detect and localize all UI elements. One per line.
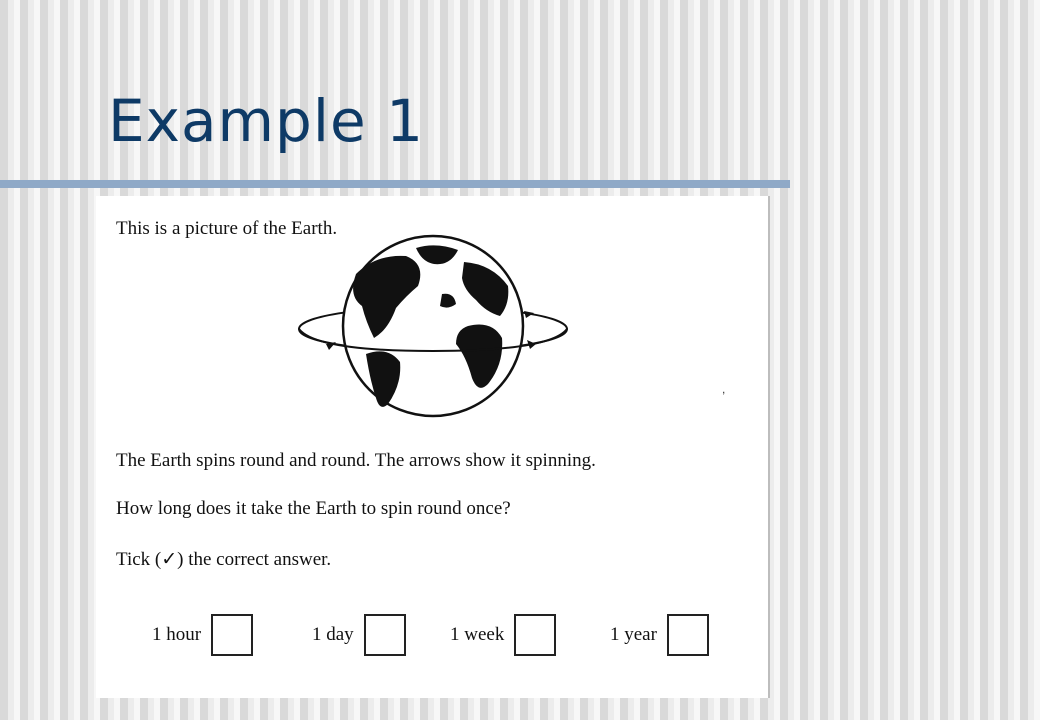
question-instruction: Tick (✓) the correct answer.: [116, 549, 332, 570]
title-divider: [0, 180, 790, 188]
checkbox-1-day[interactable]: [364, 614, 406, 656]
answer-option-1-year[interactable]: [610, 614, 709, 656]
stray-mark: ,: [722, 382, 726, 396]
checkbox-1-hour[interactable]: [211, 614, 253, 656]
answer-option-1-hour[interactable]: [152, 614, 253, 656]
question-intro: This is a picture of the Earth.: [116, 218, 338, 239]
option-label: 1 hour: [152, 624, 202, 645]
checkbox-1-year[interactable]: [667, 614, 709, 656]
option-label: 1 year: [610, 624, 657, 645]
question-prompt: How long does it take the Earth to spin round once?: [116, 498, 511, 519]
question-statement: The Earth spins round and round. The arrows show it spinning.: [116, 450, 596, 471]
scanned-question-sheet: [96, 196, 770, 698]
answer-option-1-day[interactable]: [312, 614, 406, 656]
option-label: 1 day: [312, 624, 354, 645]
answer-option-1-week[interactable]: [450, 614, 556, 656]
slide-title: Example 1: [108, 87, 424, 155]
checkbox-1-week[interactable]: [514, 614, 556, 656]
earth-globe-icon: [296, 234, 571, 424]
option-label: 1 week: [450, 624, 505, 645]
